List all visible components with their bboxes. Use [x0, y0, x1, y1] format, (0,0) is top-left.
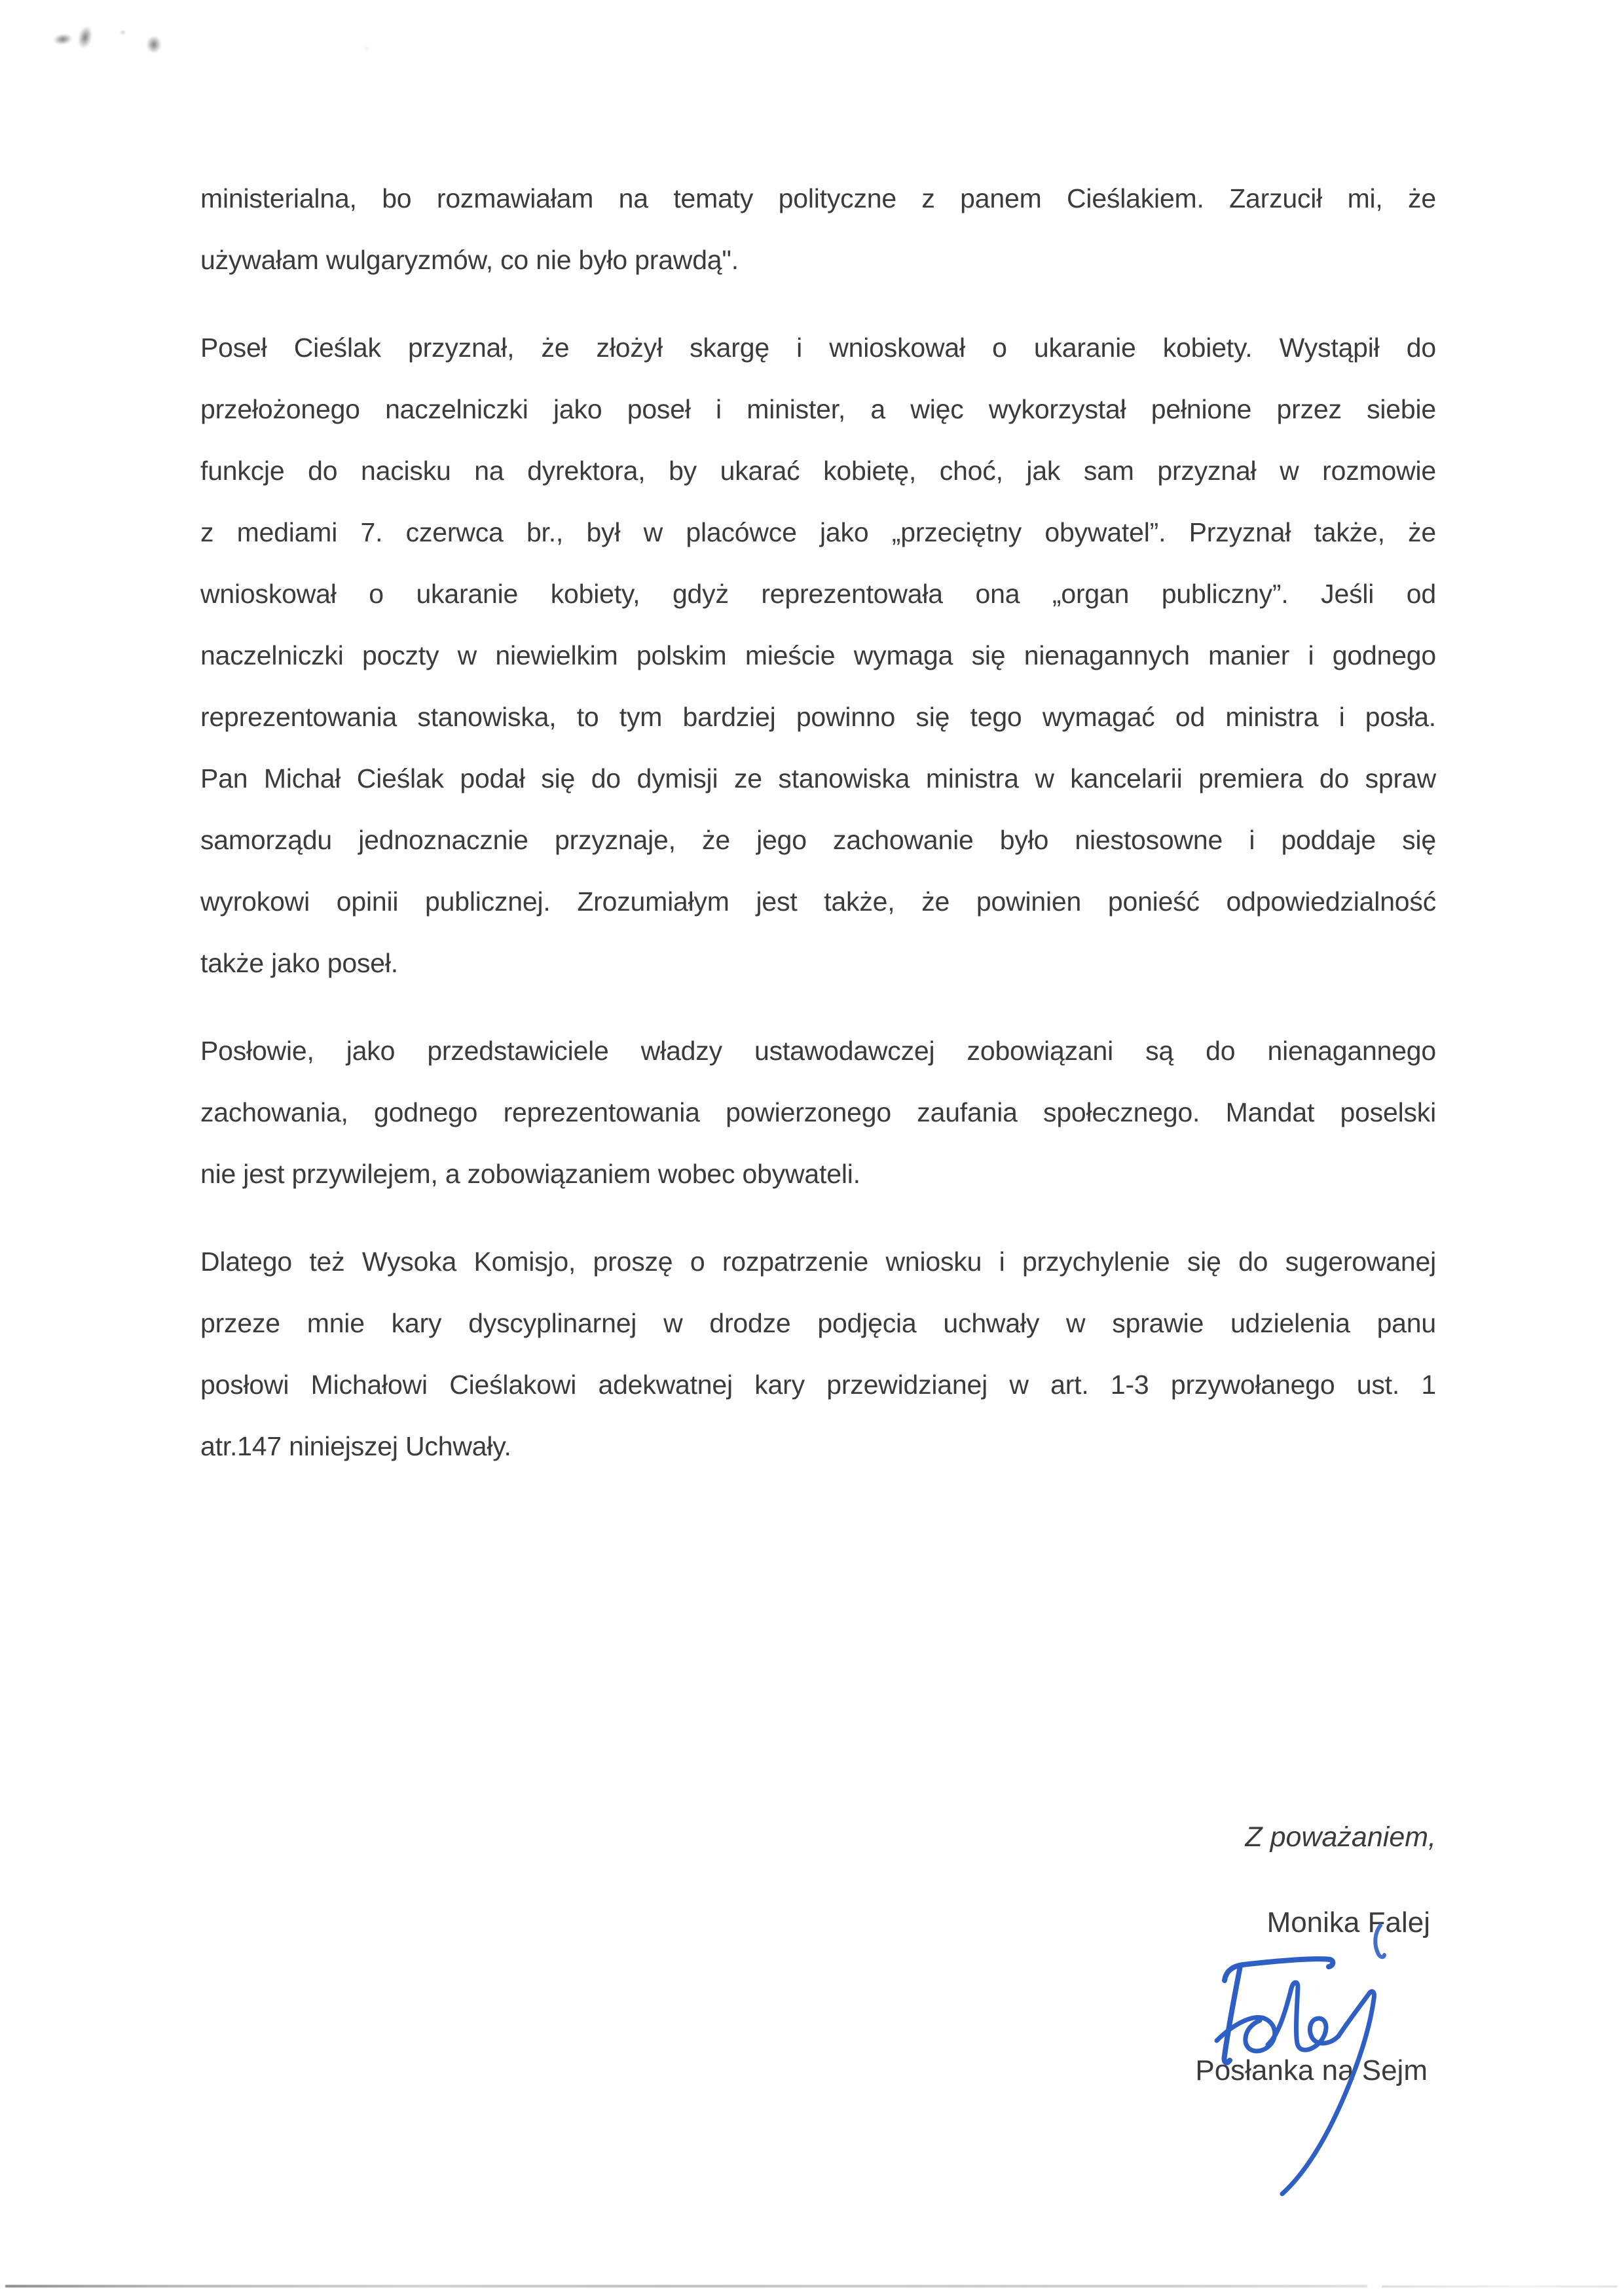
- text-line: Posłowie, jako przedstawiciele władzy ustawodawczej zobowiązani są do nienagannego: [200, 1036, 1436, 1066]
- scan-smudge: [363, 46, 370, 51]
- signer-title: Posłanka na Sejm: [1195, 2054, 1428, 2086]
- letter-paragraphs: [200, 168, 1436, 1477]
- scan-smudge: [76, 25, 94, 50]
- text-line: przełożonego naczelniczki jako poseł i minister, a więc wykorzystał pełnione przez siebie: [200, 394, 1436, 424]
- text-line: wnioskował o ukaranie kobiety, gdyż reprezentowała ona „organ publiczny”. Jeśli od: [200, 579, 1436, 609]
- text-line: atr.147 niniejszej Uchwały.: [200, 1431, 511, 1461]
- text-line: ministerialna, bo rozmawiałam na tematy polityczne z panem Cieślakiem. Zarzucił mi, że: [200, 183, 1436, 213]
- text-line: z mediami 7. czerwca br., był w placówce jako „przeciętny obywatel”. Przyznał także, że: [200, 517, 1436, 547]
- paragraph: [200, 1020, 1436, 1205]
- text-line: funkcje do nacisku na dyrektora, by ukarać kobietę, choć, jak sam przyznał w rozmowie: [200, 456, 1436, 486]
- signer-name: Monika Falej: [1266, 1906, 1430, 1939]
- scan-smudge: [53, 33, 73, 46]
- scan-smudge: [146, 35, 162, 53]
- text-line: reprezentowania stanowiska, to tym bardziej powinno się tego wymagać od ministra i posła.: [200, 702, 1436, 732]
- text-line: używałam wulgaryzmów, co nie było prawdą".: [200, 245, 739, 275]
- text-line: także jako poseł.: [200, 948, 398, 978]
- letter-body: [200, 168, 1436, 1503]
- paragraph: [200, 317, 1436, 994]
- paragraph: [200, 1231, 1436, 1477]
- text-line: Pan Michał Cieślak podał się do dymisji ze stanowiska ministra w kancelarii premiera do spraw: [200, 763, 1436, 793]
- text-line: naczelniczki poczty w niewielkim polskim mieście wymaga się nienagannych manier i godnego: [200, 640, 1436, 670]
- text-line: samorządu jednoznacznie przyznaje, że jego zachowanie było niestosowne i poddaje się: [200, 825, 1436, 855]
- scan-edge-artifact: [1382, 2286, 1617, 2287]
- text-line: Poseł Cieślak przyznał, że złożył skargę i wnioskował o ukaranie kobiety. Wystąpił do: [200, 333, 1436, 363]
- text-line: przeze mnie kary dyscyplinarnej w drodze podjęcia uchwały w sprawie udzielenia panu: [200, 1308, 1436, 1338]
- valediction: Z poważaniem,: [1245, 1821, 1436, 1853]
- text-line: zachowania, godnego reprezentowania powierzonego zaufania społecznego. Mandat poselski: [200, 1097, 1436, 1127]
- text-line: posłowi Michałowi Cieślakowi adekwatnej kary przewidzianej w art. 1-3 przywołanego ust. 1: [200, 1370, 1436, 1400]
- text-line: Dlatego też Wysoka Komisjo, proszę o rozpatrzenie wniosku i przychylenie się do sugerowanej: [200, 1247, 1436, 1277]
- scan-smudge: [120, 30, 126, 35]
- scan-edge-artifact: [5, 2285, 1367, 2287]
- paragraph: [200, 168, 1436, 291]
- text-line: nie jest przywilejem, a zobowiązaniem wobec obywateli.: [200, 1159, 860, 1189]
- text-line: wyrokowi opinii publicznej. Zrozumiałym jest także, że powinien ponieść odpowiedzialność: [200, 886, 1436, 917]
